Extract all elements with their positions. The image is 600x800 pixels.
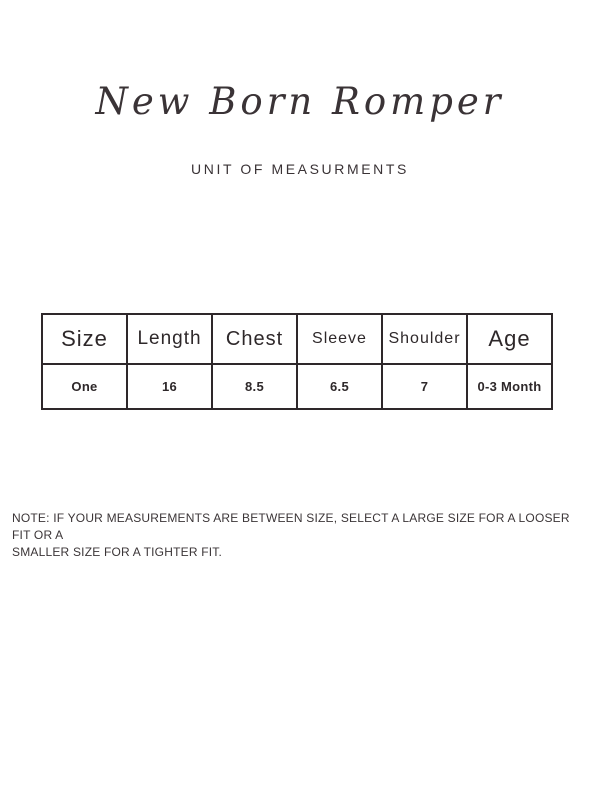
table-cell-sleeve: 6.5 [297, 364, 382, 409]
table-header-row [42, 314, 552, 364]
page-subtitle: UNIT OF MEASURMENTS [191, 161, 409, 177]
table-header-sleeve: Sleeve [297, 314, 382, 364]
table-header-size: Size [42, 314, 127, 364]
fit-note-line-1: NOTE: IF YOUR MEASUREMENTS ARE BETWEEN SIZE, SELECT A LARGE SIZE FOR A LOOSER FIT OR A [12, 511, 570, 542]
fit-note-line-2: SMALLER SIZE FOR A TIGHTER FIT. [12, 545, 223, 559]
table-header-chest: Chest [212, 314, 297, 364]
table-cell-length: 16 [127, 364, 212, 409]
fit-note [12, 510, 587, 561]
table-cell-shoulder: 7 [382, 364, 467, 409]
table-cell-size: One [42, 364, 127, 409]
table-cell-chest: 8.5 [212, 364, 297, 409]
table-header-age: Age [467, 314, 552, 364]
table-header-length: Length [127, 314, 212, 364]
size-chart-table [41, 313, 553, 410]
table-row [42, 364, 552, 409]
table-header-shoulder: Shoulder [382, 314, 467, 364]
table-cell-age: 0-3 Month [467, 364, 552, 409]
page-title: New Born Romper [95, 80, 505, 123]
